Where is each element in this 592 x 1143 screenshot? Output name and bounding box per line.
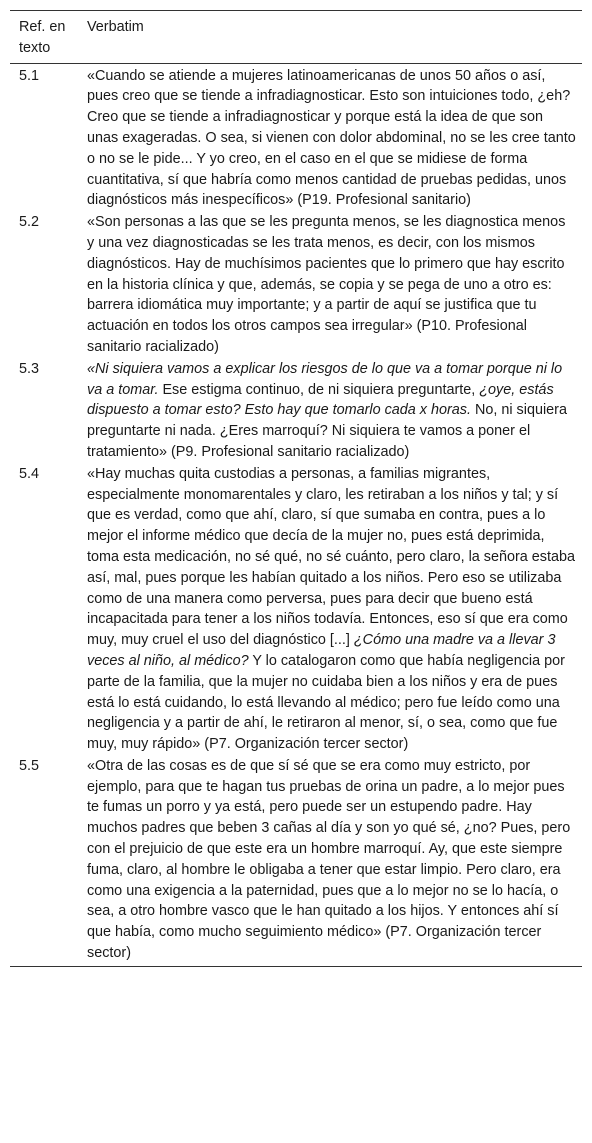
header-verbatim: Verbatim (79, 11, 582, 64)
verbatim-segment: «Hay muchas quita custodias a personas, a familias migrantes, especialmente monomarentales y claro, les retiraban a los niños y tal; y sí que es verdad, como que ahí, claro, sí que sumaba en contra, pues a lo mejor el informe médico que decía de la mujer no, pues está deprimida, toma esta medicación, no sé qué, no sé cuánto, pero claro, la señora estaba así, mal, pues porque les habían quitado a los niños. Pero eso se utilizaba como de una manera como perversa, pues para decir que bueno está incapacitada para tener a los niños todavía. Entonces, eso sí que era como muy, muy cruel el uso del diagnóstico [...] (87, 465, 575, 649)
table-row (10, 63, 582, 211)
row-verbatim (79, 755, 582, 966)
table-row (10, 755, 582, 966)
verbatim-table (10, 10, 582, 967)
verbatim-segment: «Cuando se atiende a mujeres latinoamericanas de unos 50 años o así, pues creo que se tiende a infradiagnosticar. Esto son intuiciones todo, ¿eh? Creo que se tiende a infradiagnosticar y porque está la idea de que son unas exageradas. O sea, si vienen con dolor abdominal, no se les cree tanto o no se le pide... Y yo creo, en el caso en el que se midiese de forma cuantitativa, sí que habría como menos cantidad de pruebas pedidas, unos diagnósticos más inespecíficos» (P19. Profesional sanitario) (87, 67, 576, 209)
verbatim-segment: Ese estigma continuo, de ni siquiera preguntarte, (158, 381, 480, 398)
row-ref: 5.5 (10, 755, 79, 966)
row-verbatim (79, 358, 582, 463)
table-body (10, 63, 582, 966)
row-verbatim (79, 63, 582, 211)
header-ref (10, 11, 79, 64)
verbatim-segment: Y lo catalogaron como que había negligencia por parte de la familia, que la mujer no cuidaba bien a los niños y era de pues está lo está cuidando, lo está llevando al médico; pero fue leído como una negligencia y a partir de ahí, le retiraron al menor, sí, o sea, como que fue muy, muy rápido» (P7. Organización tercer sector) (87, 652, 565, 753)
row-verbatim (79, 463, 582, 755)
row-verbatim (79, 211, 582, 358)
table-row (10, 358, 582, 463)
verbatim-italic-segment: «Ni siquiera vamos a explicar los riesgos de lo que va a tomar porque ni lo va a tomar. (87, 360, 563, 398)
row-ref: 5.1 (19, 67, 40, 84)
verbatim-italic-segment: ¿Cómo una madre va a llevar 3 veces al niño, al médico? (87, 632, 556, 669)
verbatim-segment: «Son personas a las que se les pregunta menos, se les diagnostica menos y una vez diagnosticadas se les trata menos, es decir, con los mismos diagnósticos. Hay de muchísimos pacientes que lo primero que hay escrito en la historia clínica y que, además, se copia y se pega de uno a otro es: barrera idiomática muy importante; y a partir de aquí se justifica que tu actuación en todos los otros campos sea irregular» (P10. Profesional sanitario racializado) (87, 214, 566, 355)
header-ref-label: Ref. en texto (19, 19, 66, 56)
header-row (10, 11, 582, 64)
verbatim-segment: No, ni siquiera preguntarte ni nada. ¿Eres marroquí? Ni siquiera te vamos a poner el tratamiento» (P9. Profesional sanitario racializado) (87, 402, 567, 460)
verbatim-italic-segment: ¿oye, estás dispuesto a tomar esto? Esto hay que tomarlo cada x horas. (87, 381, 554, 419)
row-ref: 5.2 (19, 214, 40, 231)
table-header (10, 11, 582, 64)
row-ref: 5.4 (19, 465, 40, 482)
table-row (10, 211, 582, 358)
row-ref: 5.3 (19, 360, 40, 377)
verbatim-segment: «Otra de las cosas es de que sí sé que se era como muy estricto, por ejemplo, para que te hagan tus pruebas de orina un padre, a lo mejor pues te fumas un porro y ya está, pero puede ser un estupendo padre. Hay muchos padres que beben 3 cañas al día y son yo qué sé, ¿no? Pues, pero con el prejuicio de que este era un hombre marroquí. Ay, que este siempre fuma, claro, al hombre le obligaba a tener que estar limpio. Pero claro, era como una exigencia a la paternidad, pues que a lo mejor no se lo hacía, o sea, a otro hombre vasco que le han quitado a los hijos. Y entonces ahí sí que había, como mucho seguimiento médico» (P7. Organización tercer sector) (87, 757, 571, 962)
table-row (10, 463, 582, 755)
